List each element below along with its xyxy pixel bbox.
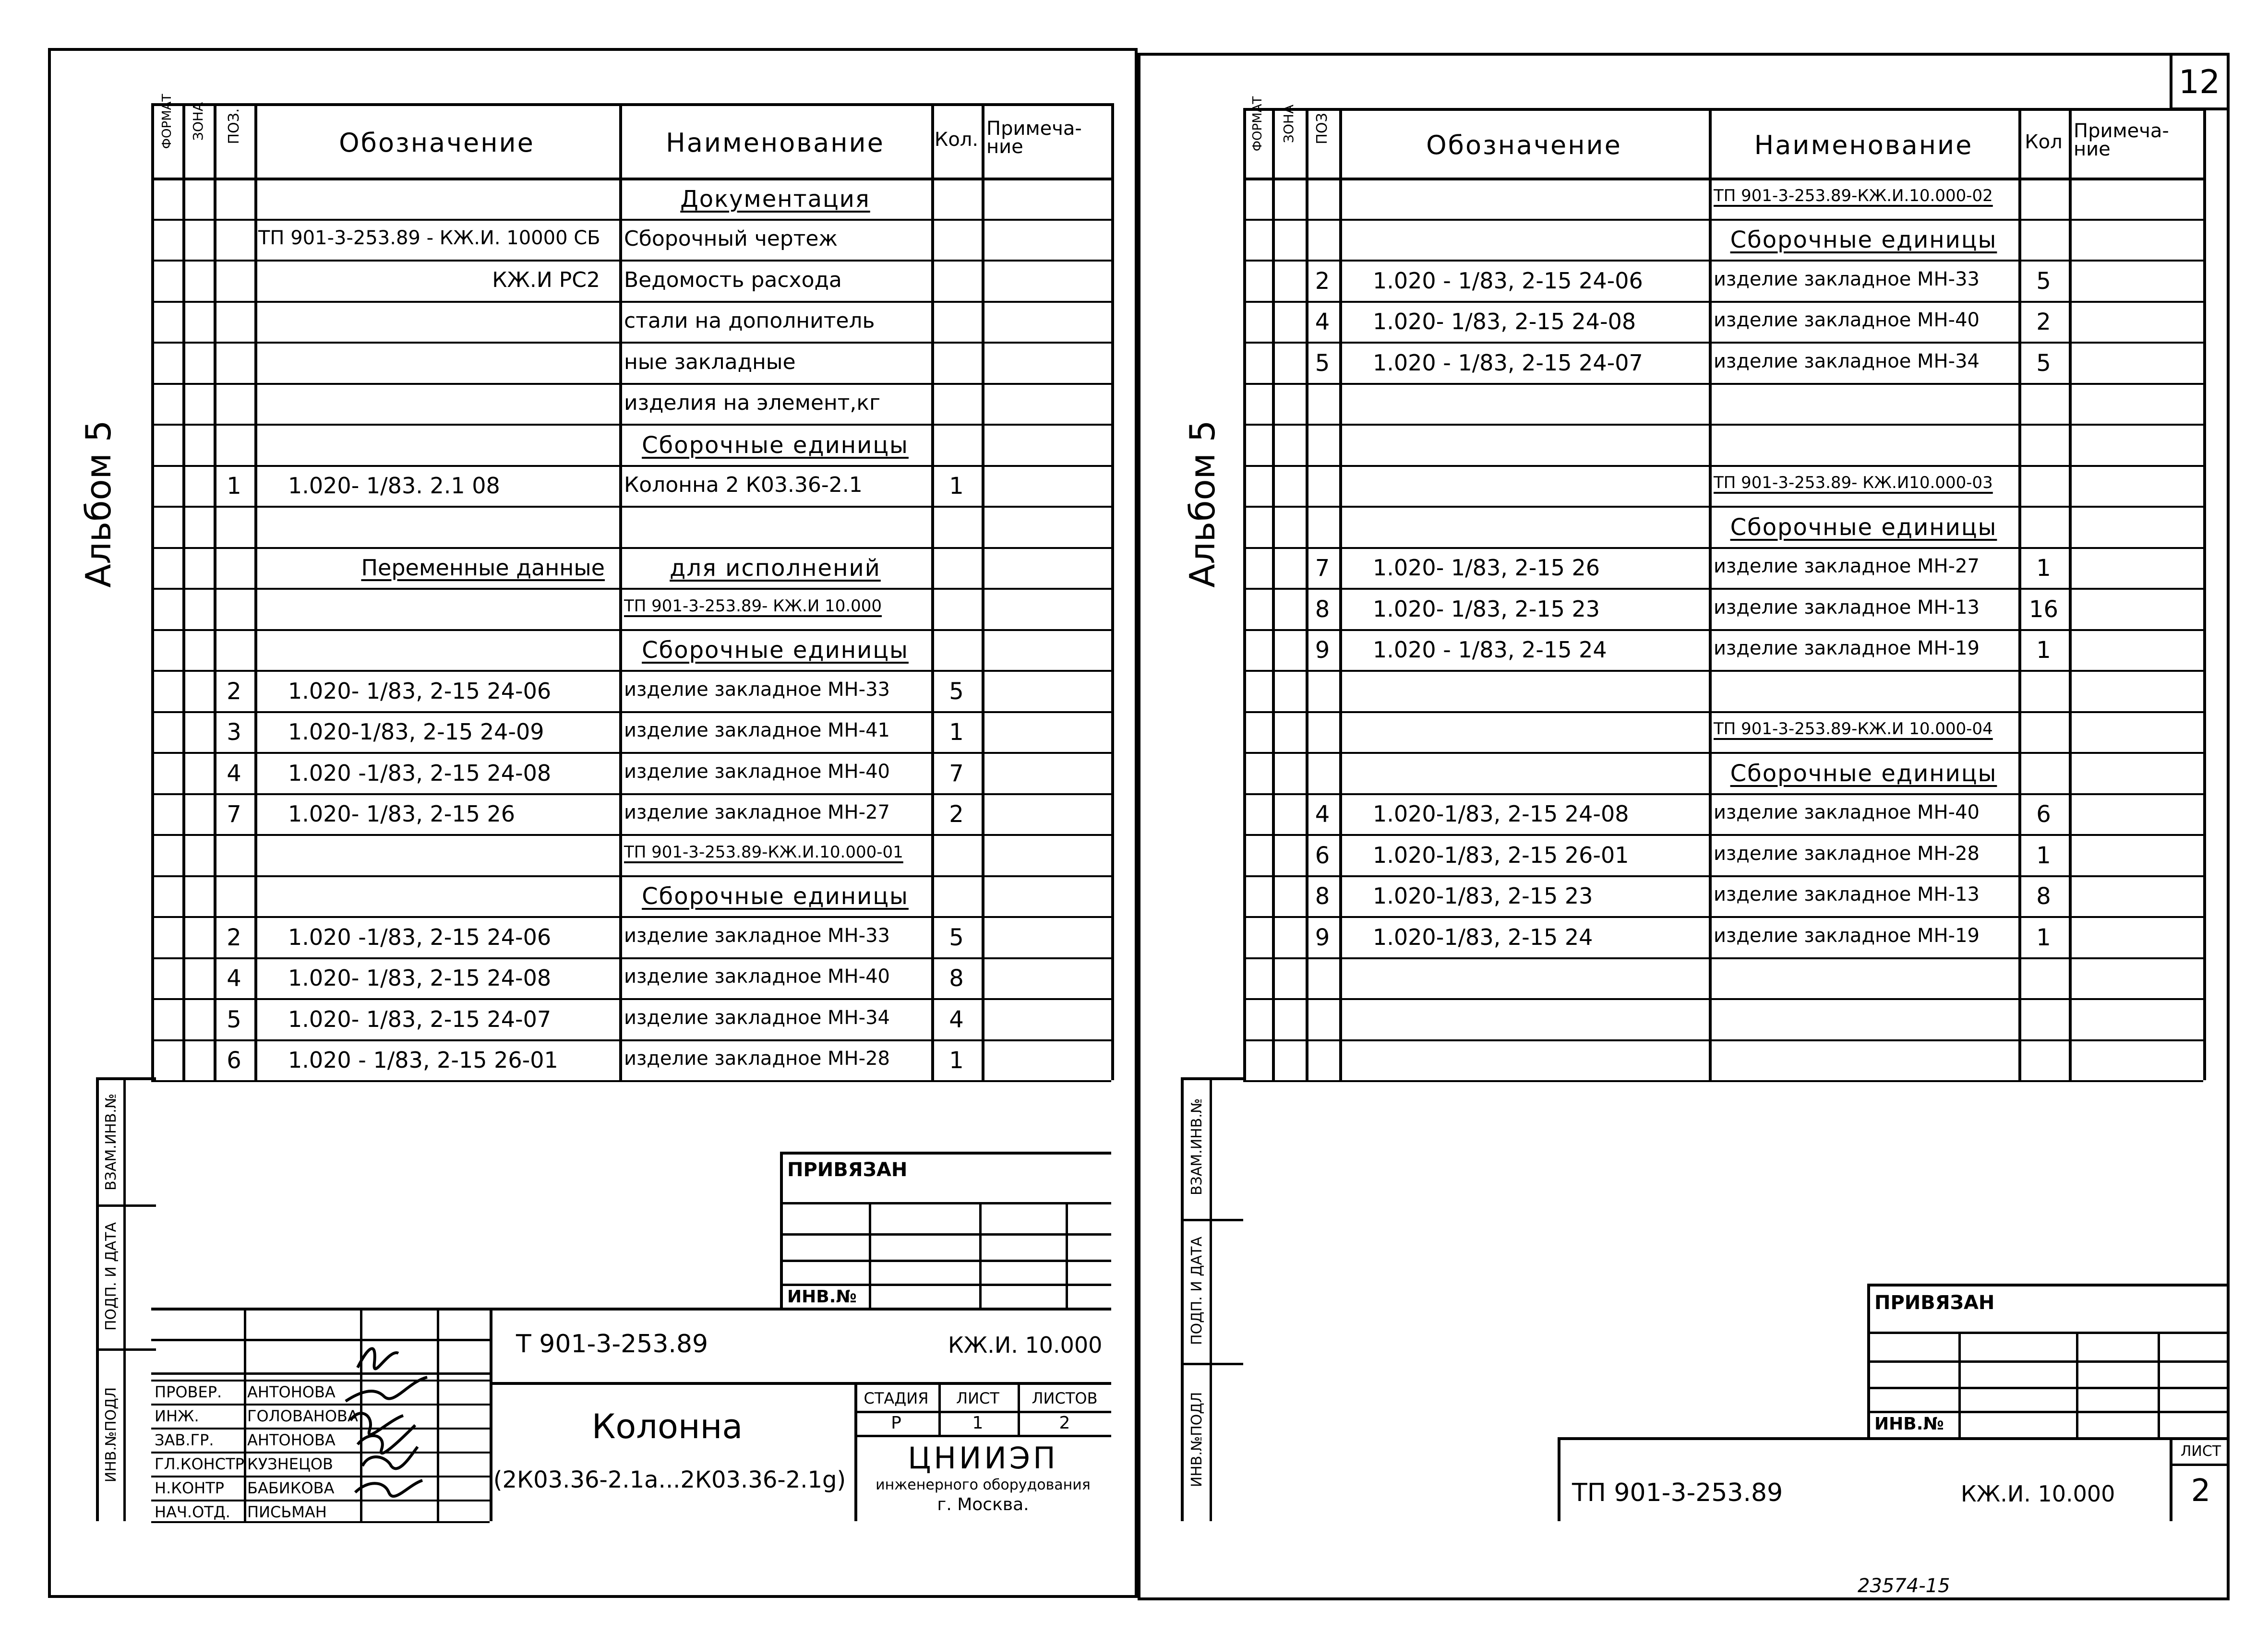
qty-cell: 1 bbox=[949, 1047, 964, 1074]
designation-cell: 1.020 - 1/83, 2-15 24 bbox=[1373, 637, 1607, 663]
pos-cell: 4 bbox=[1315, 309, 1330, 336]
designation-cell: 1.020- 1/83, 2-15 26 bbox=[1373, 555, 1600, 581]
name-cell: Ведомость расхода bbox=[624, 267, 842, 292]
name-cell: Сборочный чертеж bbox=[624, 226, 838, 251]
name-cell: изделие закладное МН-13 bbox=[1714, 883, 1980, 906]
sign-date-label-right: ПОДП. И ДАТА bbox=[1188, 1236, 1205, 1346]
name-cell: изделие закладное МН-40 bbox=[624, 965, 890, 988]
sheet-header: ЛИСТ bbox=[956, 1389, 999, 1407]
inv-sub-label: ИНВ.№ПОДЛ bbox=[103, 1387, 120, 1483]
signer-role: ГЛ.КОНСТР bbox=[155, 1455, 244, 1473]
name-cell: изделие закладное МН-28 bbox=[1714, 842, 1980, 865]
qty-cell: 5 bbox=[2036, 349, 2051, 377]
title-text: Колонна bbox=[591, 1407, 743, 1446]
pos-cell: 4 bbox=[1315, 801, 1330, 828]
sheets-value: 2 bbox=[1059, 1413, 1070, 1433]
sheet-number: 12 bbox=[2178, 63, 2220, 101]
name-cell: изделие закладное МН-33 bbox=[624, 678, 890, 701]
pos-cell: 7 bbox=[1315, 555, 1330, 582]
designation-cell: 1.020- 1/83. 2.1 08 bbox=[288, 473, 500, 499]
designation-cell: 1.020-1/83, 2-15 26-01 bbox=[1373, 842, 1629, 868]
sheets-header: ЛИСТОВ bbox=[1032, 1389, 1098, 1407]
name-cell: ные закладные bbox=[624, 349, 796, 374]
replaced-inv-label: ВЗАМ.ИНВ.№ bbox=[103, 1093, 120, 1191]
signer-name: ПИСЬМАН bbox=[247, 1503, 327, 1521]
album-label-left: Альбом 5 bbox=[78, 420, 119, 588]
name-cell: ТП 901-3-253.89-КЖ.И.10.000-02 bbox=[1714, 186, 1993, 205]
qty-cell: 1 bbox=[2036, 924, 2051, 951]
designation-column-header: Обозначение bbox=[1426, 130, 1622, 160]
qty-cell: 6 bbox=[2036, 801, 2051, 828]
pos-cell: 7 bbox=[227, 801, 241, 828]
name-cell: Сборочные единицы bbox=[1730, 513, 1997, 541]
qty-cell: 1 bbox=[2036, 842, 2051, 869]
designation-cell: 1.020-1/83, 2-15 24-08 bbox=[1373, 801, 1629, 827]
name-cell: изделие закладное МН-33 bbox=[624, 924, 890, 947]
name-cell: изделие закладное МН-28 bbox=[624, 1048, 890, 1070]
sheet-value-right: 2 bbox=[2191, 1473, 2211, 1509]
name-cell: изделие закладное МН-40 bbox=[1714, 801, 1980, 824]
pos-cell: 5 bbox=[1315, 349, 1330, 377]
qty-column-header: Кол. bbox=[934, 128, 979, 151]
designation-cell: 1.020- 1/83, 2-15 24-07 bbox=[288, 1006, 552, 1032]
designation-cell: 1.020-1/83, 2-15 24-09 bbox=[288, 719, 544, 745]
designation-cell: 1.020-1/83, 2-15 24 bbox=[1373, 924, 1593, 950]
name-cell: Сборочные единицы bbox=[1730, 760, 1997, 787]
name-cell: для исполнений bbox=[670, 555, 881, 582]
pos-cell: 8 bbox=[1315, 596, 1330, 623]
doc-mark-left: КЖ.И. 10.000 bbox=[948, 1332, 1103, 1358]
designation-cell: КЖ.И РС2 bbox=[492, 267, 600, 292]
signer-name: БАБИКОВА bbox=[247, 1479, 335, 1497]
pos-column-header: ПОЗ bbox=[1314, 112, 1331, 144]
name-cell: Колонна 2 К03.36-2.1 bbox=[624, 473, 863, 498]
pos-cell: 9 bbox=[1315, 924, 1330, 951]
note-column-header: Примеча-ние bbox=[986, 117, 1082, 158]
signer-name: АНТОНОВА bbox=[247, 1383, 336, 1401]
signer-name: КУЗНЕЦОВ bbox=[247, 1455, 333, 1473]
name-cell: стали на дополнитель bbox=[624, 309, 875, 334]
name-cell: изделие закладное МН-27 bbox=[624, 801, 890, 824]
zone-column-header: ЗОНА bbox=[1281, 104, 1296, 143]
org-name: ЦНИИЭП bbox=[908, 1441, 1058, 1476]
name-cell: изделие закладное МН-40 bbox=[624, 760, 890, 783]
replaced-inv-label-right: ВЗАМ.ИНВ.№ bbox=[1188, 1098, 1205, 1196]
inv-sub-label-right: ИНВ.№ПОДЛ bbox=[1188, 1392, 1205, 1488]
name-cell: ТП 901-3-253.89-КЖ.И.10.000-01 bbox=[624, 842, 903, 862]
qty-column-header: Кол bbox=[2025, 131, 2063, 153]
name-cell: изделие закладное МН-33 bbox=[1714, 268, 1980, 290]
qty-cell: 1 bbox=[2036, 637, 2051, 664]
qty-cell: 5 bbox=[949, 924, 964, 951]
format-column-header: ФОРМАТ bbox=[159, 94, 174, 149]
pos-column-header: ПОЗ. bbox=[225, 108, 242, 144]
name-cell: ТП 901-3-253.89-КЖ.И 10.000-04 bbox=[1714, 719, 1993, 739]
name-cell: Документация bbox=[680, 185, 870, 213]
archive-stamp-number: 23574-15 bbox=[1858, 1575, 1950, 1597]
designation-cell: Переменные данные bbox=[361, 555, 605, 581]
signer-role: ПРОВЕР. bbox=[155, 1383, 222, 1401]
name-cell: Сборочные единицы bbox=[642, 637, 909, 664]
name-cell: изделие закладное МН-34 bbox=[624, 1006, 890, 1029]
signer-role: Н.КОНТР bbox=[155, 1479, 225, 1497]
pos-cell: 4 bbox=[227, 760, 241, 787]
name-cell: изделия на элемент,кг bbox=[624, 391, 881, 416]
pos-cell: 6 bbox=[227, 1047, 241, 1074]
qty-cell: 4 bbox=[949, 1006, 964, 1033]
privyazan-label-left: ПРИВЯЗАН bbox=[787, 1159, 908, 1181]
qty-cell: 1 bbox=[949, 719, 964, 746]
pos-cell: 2 bbox=[1315, 267, 1330, 295]
qty-cell: 1 bbox=[2036, 555, 2051, 582]
stage-value: Р bbox=[891, 1413, 901, 1433]
name-cell: изделие закладное МН-34 bbox=[1714, 350, 1980, 372]
pos-cell: 8 bbox=[1315, 883, 1330, 910]
name-cell: изделие закладное МН-13 bbox=[1714, 596, 1980, 619]
qty-cell: 16 bbox=[2028, 596, 2059, 623]
privyazan-inv-right: ИНВ.№ bbox=[1874, 1414, 1944, 1434]
signer-name: АНТОНОВА bbox=[247, 1431, 336, 1449]
format-column-header: ФОРМАТ bbox=[1250, 96, 1265, 151]
privyazan-inv-left: ИНВ.№ bbox=[787, 1287, 857, 1307]
designation-cell: 1.020-1/83, 2-15 23 bbox=[1373, 883, 1593, 909]
designation-cell: 1.020 -1/83, 2-15 24-06 bbox=[288, 924, 552, 950]
pos-cell: 1 bbox=[227, 473, 241, 500]
name-cell: Сборочные единицы bbox=[642, 883, 909, 910]
designation-cell: 1.020- 1/83, 2-15 26 bbox=[288, 801, 516, 827]
signer-role: ЗАВ.ГР. bbox=[155, 1431, 214, 1449]
qty-cell: 1 bbox=[949, 473, 964, 500]
designation-cell: 1.020 - 1/83, 2-15 24-06 bbox=[1373, 267, 1643, 294]
org-city: г. Москва. bbox=[937, 1495, 1029, 1514]
stage-header: СТАДИЯ bbox=[864, 1389, 929, 1407]
qty-cell: 2 bbox=[2036, 309, 2051, 336]
designation-cell: 1.020- 1/83, 2-15 24-06 bbox=[288, 678, 552, 704]
pos-cell: 5 bbox=[227, 1006, 241, 1033]
designation-cell: ТП 901-3-253.89 - КЖ.И. 10000 СБ bbox=[258, 227, 600, 250]
doc-code-right: ТП 901-3-253.89 bbox=[1572, 1478, 1783, 1507]
designation-cell: 1.020- 1/83, 2-15 23 bbox=[1373, 596, 1600, 622]
name-cell: ТП 901-3-253.89- КЖ.И 10.000 bbox=[624, 596, 882, 616]
name-cell: изделие закладное МН-19 bbox=[1714, 637, 1980, 660]
doc-code-left: Т 901-3-253.89 bbox=[516, 1330, 708, 1358]
pos-cell: 2 bbox=[227, 924, 241, 951]
name-cell: изделие закладное МН-41 bbox=[624, 719, 890, 742]
qty-cell: 8 bbox=[949, 965, 964, 992]
signer-role: НАЧ.ОТД. bbox=[155, 1503, 230, 1521]
pos-cell: 6 bbox=[1315, 842, 1330, 869]
pos-cell: 3 bbox=[227, 719, 241, 746]
name-column-header: Наименование bbox=[666, 127, 885, 158]
qty-cell: 8 bbox=[2036, 883, 2051, 910]
subtitle-text: (2К03.36-2.1а...2К03.36-2.1g) bbox=[493, 1466, 846, 1493]
pos-cell: 2 bbox=[227, 678, 241, 705]
sheet-label-right: ЛИСТ bbox=[2180, 1443, 2221, 1460]
privyazan-label-right: ПРИВЯЗАН bbox=[1874, 1292, 1995, 1314]
note-column-header: Примеча-ние bbox=[2074, 119, 2169, 160]
name-cell: изделие закладное МН-27 bbox=[1714, 555, 1980, 578]
signer-role: ИНЖ. bbox=[155, 1407, 199, 1425]
name-column-header: Наименование bbox=[1754, 130, 1973, 160]
name-cell: Сборочные единицы bbox=[1730, 226, 1997, 254]
zone-column-header: ЗОНА bbox=[190, 102, 206, 141]
name-cell: ТП 901-3-253.89- КЖ.И10.000-03 bbox=[1714, 473, 1993, 493]
designation-cell: 1.020 - 1/83, 2-15 24-07 bbox=[1373, 349, 1643, 376]
org-sub: инженерного оборудования bbox=[876, 1477, 1091, 1493]
doc-mark-right: КЖ.И. 10.000 bbox=[1961, 1481, 2115, 1507]
qty-cell: 5 bbox=[2036, 267, 2051, 295]
qty-cell: 7 bbox=[949, 760, 964, 787]
designation-cell: 1.020 - 1/83, 2-15 26-01 bbox=[288, 1047, 558, 1073]
designation-column-header: Обозначение bbox=[339, 127, 535, 158]
signer-name: ГОЛОВАНОВА bbox=[247, 1407, 358, 1425]
sign-date-label: ПОДП. И ДАТА bbox=[103, 1222, 120, 1331]
name-cell: изделие закладное МН-19 bbox=[1714, 924, 1980, 947]
name-cell: изделие закладное МН-40 bbox=[1714, 309, 1980, 332]
qty-cell: 5 bbox=[949, 678, 964, 705]
qty-cell: 2 bbox=[949, 801, 964, 828]
sheet-value: 1 bbox=[972, 1413, 984, 1433]
album-label-right: Альбом 5 bbox=[1182, 420, 1223, 588]
name-cell: Сборочные единицы bbox=[642, 431, 909, 459]
pos-cell: 9 bbox=[1315, 637, 1330, 664]
designation-cell: 1.020 -1/83, 2-15 24-08 bbox=[288, 760, 552, 786]
designation-cell: 1.020- 1/83, 2-15 24-08 bbox=[1373, 309, 1636, 335]
designation-cell: 1.020- 1/83, 2-15 24-08 bbox=[288, 965, 552, 991]
pos-cell: 4 bbox=[227, 965, 241, 992]
